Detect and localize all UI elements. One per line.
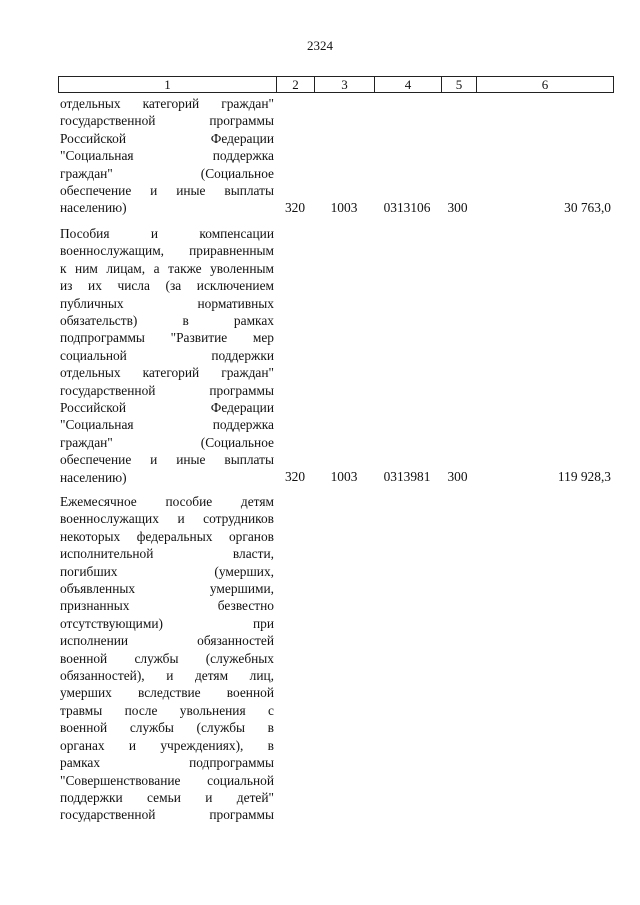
desc-line: военной службы (службы в (60, 720, 274, 736)
desc-line: Ежемесячное пособие детям (60, 494, 274, 509)
desc-line: умерших вследствие военной (60, 685, 274, 701)
row-description (60, 493, 274, 824)
desc-line: государственной программы (60, 807, 274, 823)
cell-col-6: 119 928,3 (557, 469, 611, 484)
desc-line: отдельных категорий граждан" (60, 365, 274, 381)
desc-line: некоторых федеральных органов (60, 528, 274, 544)
desc-line: военнослужащих и сотрудников (60, 511, 274, 527)
desc-line: признанных безвестно (60, 598, 274, 614)
desc-line: погибших (умерших, (60, 563, 274, 579)
cell-col-5: 300 (447, 469, 468, 484)
desc-line: рамках подпрограммы (60, 755, 274, 771)
desc-line: "Социальная поддержка (60, 148, 274, 164)
table-header (58, 76, 614, 93)
desc-line: поддержки семьи и детей" (60, 789, 274, 805)
desc-line: государственной программы (60, 113, 274, 129)
desc-line: отсутствующими) при (60, 615, 274, 631)
cell-col-2: 320 (284, 200, 306, 215)
desc-line: "Социальная поддержка (60, 417, 274, 433)
header-col-5: 5 (442, 77, 477, 92)
header-col-6: 6 (541, 77, 549, 92)
header-col-2: 2 (277, 77, 315, 92)
desc-line: к ним лицам, а также уволенным (60, 260, 274, 276)
desc-line: отдельных категорий граждан" (60, 96, 274, 111)
desc-line: подпрограммы "Развитие мер (60, 330, 274, 346)
desc-line: граждан" (Социальное (60, 165, 274, 181)
desc-line: Пособия и компенсации (60, 226, 274, 241)
header-col-1: 1 (59, 77, 277, 92)
header-col-4: 4 (375, 77, 442, 92)
desc-line: населению) (60, 469, 127, 485)
desc-line: травмы после увольнения с (60, 702, 274, 718)
row-description (60, 225, 274, 486)
desc-line: Российской Федерации (60, 130, 274, 146)
desc-line: военнослужащим, приравненным (60, 243, 274, 259)
desc-line: обеспечение и иные выплаты (60, 183, 274, 199)
cell-col-6: 30 763,0 (564, 200, 611, 215)
row-description (60, 95, 274, 217)
desc-line: граждан" (Социальное (60, 434, 274, 450)
desc-line: военной службы (служебных (60, 650, 274, 666)
desc-line: населению) (60, 200, 127, 216)
page-number: 2324 (307, 38, 333, 53)
cell-col-2: 320 (284, 469, 306, 484)
cell-col-4: 0313106 (383, 200, 431, 215)
cell-col-5: 300 (447, 200, 468, 215)
desc-line: объявленных умершими, (60, 581, 274, 597)
desc-line: "Совершенствование социальной (60, 772, 274, 788)
desc-line: Российской Федерации (60, 400, 274, 416)
desc-line: обязательств) в рамках (60, 313, 274, 329)
desc-line: исполнении обязанностей (60, 633, 274, 649)
desc-line: органах и учреждениях), в (60, 737, 274, 753)
desc-line: обязанностей), и детям лиц, (60, 668, 274, 684)
desc-line: государственной программы (60, 382, 274, 398)
desc-line: из их числа (за исключением (60, 278, 274, 294)
desc-line: социальной поддержки (60, 347, 274, 363)
desc-line: обеспечение и иные выплаты (60, 452, 274, 468)
header-col-3: 3 (315, 77, 375, 92)
cell-col-4: 0313981 (383, 469, 431, 484)
desc-line: исполнительной власти, (60, 546, 274, 562)
cell-col-3: 1003 (330, 200, 358, 215)
desc-line: публичных нормативных (60, 295, 274, 311)
cell-col-3: 1003 (330, 469, 358, 484)
